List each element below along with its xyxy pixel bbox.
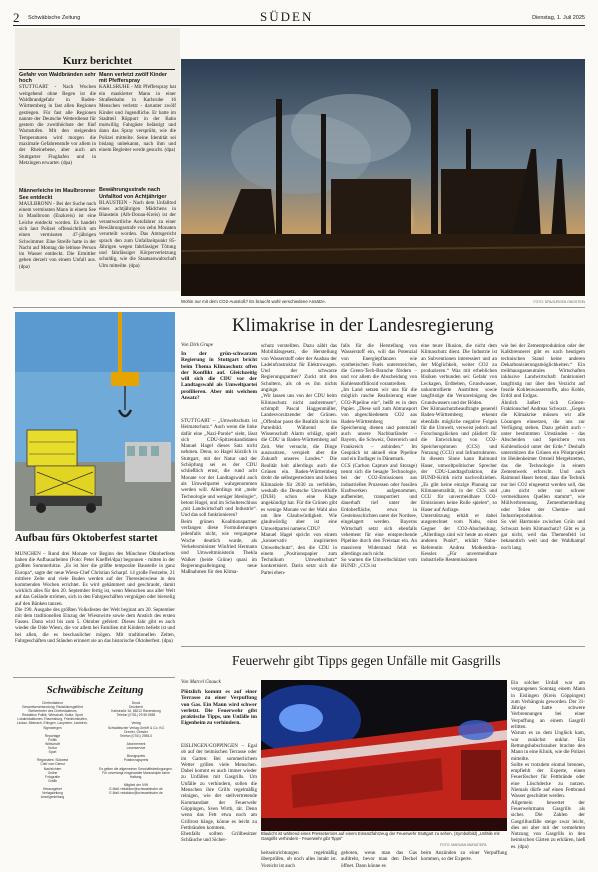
oktoberfest-headline: Aufbau fürs Oktoberfest startet: [15, 533, 158, 544]
klima-byline: Von Dirk Grupe: [181, 343, 213, 348]
power-plant-photo: [181, 59, 585, 296]
page-number: 2: [13, 10, 20, 25]
fire-photo-credit: FOTO: MARIJAN MURAT/DPA: [440, 843, 487, 847]
section-title: SÜDEN: [260, 9, 314, 24]
power-plant-image: [181, 59, 585, 296]
kurz-title: Kurz berichtet: [62, 55, 133, 67]
feuerwehr-body3: geboten, wenn man das Gas aufdreht, bevor man den Deckel öffnet. Dann könne es: [341, 850, 417, 869]
kurz-item3-body: KARLSRUHE - Mit Pfefferspray hat ein maskierter Mann in einer Straßenbahn in Karlsruhe 16 Menschen verletzt - darunter zwölf Kinder und Jugendliche. Er hatte im Stadtteil Rüppurr in der Bahn mutwillig Fahrgäste belästigt und dann das Spray versprüht, wie die Polizei mitteilte. Seine Identität sei bislang unbekannt, nach ihm und einem Begleiter werde gesucht. (dpa): [99, 84, 176, 154]
top-photo-credit: FOTO: DPA/JÜRGEN ONGSTEIN: [533, 300, 585, 304]
kurz-item1-body: STUTTGART - Nach Wochen weitgehend ohne Regen ist die Waldbrandgefahr in Baden-Württemberg in fast allen Regionen gestiegen. Für fast alle Regionen nannte der Deutsche Wetterdienst für gestern die zweithöchste der fünf Warnstufen. Mit den steigenden Temperaturen wird morgen die maximale Gefahrenstufe vor allem in der Rheinebene, aber auch am Stuttgarter Flughafen und in Metzingen erwartet. (dpa): [19, 84, 96, 166]
header-rule: [13, 25, 585, 26]
crane-lift-image: [15, 312, 175, 531]
impressum-logo: Schwäbische Zeitung: [46, 684, 144, 696]
klima-lead: In der grün-schwarzen Regierung in Stuttgart bricht beim Thema Klimaschutz offen der Konflikt auf. Gleichzeitig will sich die CDU vor der Landtagswahl als Umweltpartei profilieren. Aber mit welchem Ansatz?: [181, 351, 257, 402]
oktoberfest-body: MÜNCHEN – Rund drei Monate vor Beginn des Münchner Oktoberfests haben die Aufbauarbeiten (Foto: Peter Kneffel/dpa) begonnen - mitten in der größten Sommerhitze. „Es ist hier die größte temporäre Baustelle in ganz Europa“, sagte der neue Wiesn-Chef Christian Scharpf. 14 große Festzelte, 21 mittlere Zelte und viele Buden werden auf der Theresienwiese in den kommenden Wochen errichtet. Es wird gehämmert und geschraubt, damit wirklich alles für den 20. September fertig ist, wenn Menschen aus aller Welt auf das Gelände strömen, sich in den Fahrgeschäften vergnügen oder bierselig auf den Bänken tanzen. Die 190. Ausgabe des größten Volksfestes der Welt beginnt am 20. September mit dem traditionellen Einzug der Wiesnwirte sowie dem Anstich des ersten Fasses. Dann wird bis zum 5. Oktober gefeiert. Dieses Jahr gibt es auch wieder die Oide Wiesn, die vor allem bei Familien mit Kindern beliebt ist und bei allen, die es beschaulicher mögen. Mit traditionellen Zelten, Fahrgeschäften und Ständen erinnert sie an das historische Oktoberfest. (dpa): [15, 551, 175, 644]
klima-rule: [181, 646, 585, 647]
kurz-item3-head: Mann verletzt zwölf Kinder mit Pfefferspray: [99, 72, 167, 85]
klima-col4: eine teure Illusion, die nicht dem Klimaschutz dient. Die Industrie ist an Subventionen interessiert und an der Möglichkeit, weiter CO2 zu produzieren.“ Was mit erheblichen Risiken verbunden sei: Gefahr von Leckagen, Erdbeben, Grundwasser, unkontrollierte Austritten sowie langfristige die Verunreinigung des Grundwassers und der Böden. Der Klimaschutzbeauftragte generell Baden-Württemberg erkennt ebenfalls mögliche negative Folgen für die Umwelt, verweist jedoch auf Forschungslücken und plädiert für die Entwicklung von CO2-Speicheroptionen (CCS) und Nutzung (CCU) und Infrastrukturen. In diesem Sinne kann Raimund Haser, umweltpolitischer Sprecher der CDU-Landtagsfraktion, die BUND-Kritik nicht nachvollziehen. „Es gibt keine einzige Planung zur Klimaneutralität, in der CCS und CCU für unvermeidbare CO2-Emissionen keine Rolle spielen“, so Haser auf Anfrage. Unterstützung erhält er dabei ausgerechnet vom Nabu, einst Gegner der CO2-Abscheidung. „Allerdings sind wir heute an einem anderen Punkt“, erklärt Nabu-Referentin Andrea Molkenthin-Kessler. „Für unvermeidbare industrielle Restemissionen: [421, 343, 497, 564]
top-photo-rule: [13, 307, 585, 308]
oktoberfest-rule: [13, 677, 175, 678]
oktoberfest-photo: [15, 312, 175, 531]
impressum-col1: Chefredakteur Gesamtverantwortung: Redaktionsgeführt Stellvertreter des Chefredakteurs Redaktion Politik, Wirtschaft, Kultur, Sport Lokalredaktionen: Ravensburg, Friedrichshafen, Lindau, Biberach, Ehingen, Laupheim, Leutkirch, Sigmaringen Reportage Politik Wirtschaft Kultur Sport Regionales: Südwest Chef vom Dienst Nachrichten Online Fotografie Grafik Herausgeber Verlagsleitung Anzeigenleitung: [16, 701, 89, 800]
kurz-right-col: [99, 72, 176, 300]
top-photo-caption: Wohin nur mit dem CO2-Ausstoß? Es braucht wohl verschiedene Ansätze.: [181, 299, 326, 304]
feuerwehr-body1: EISLINGEN/GÖPPINGEN – Egal ob auf der heimischen Terrasse oder im Garten: Bei sommerlichem Wetter grillen viele Menschen. Dabei kommt es auch immer wieder zu Unfällen mit Gasgrills. Um Unfälle zu verhindern, sollen die Menschen ihre Grills regelmäßig reinigen, wie der stellvertretende Kommandant der Feuerwehr Göppingen, Sven Wirth, rät. Denn wenn das Fett etwa noch am Grillrost hänge, könne es leicht zu Fettbränden kommen. Ebenfalls sollten Grillbesitzer Schläuche und Sicher-: [181, 743, 257, 844]
issue-date: Dienstag, 1. Juli 2025: [532, 15, 585, 21]
klima-col5: wie bei der Zementproduktion oder der Kalkbrennerei gibt es nach heutigem technischen Stand keine anderen Dekarbonisierungsmöglichkeiten.“ Ein treibhausgasneutrales Wirtschaften inklusive Landwirtschaft funktioniert langfristig nur über den Verzicht auf fossile Kohlenwasserstoffe, also Kohle, Erdöl und Erdgas. Ähnlich äußert sich Grünen-Fraktionschef Andreas Schwarz. „Gegen die Klimakrise müssen wir alle Lösungen einsetzen, die uns zur Verfügung stehen. Dazu gehört auch - unter bestimmten Umständen - das Abscheiden und Speichern von Kohlendioxid unter der Erde.“ Deshalb unterstützen die Grünen ein Pilotprojekt im Heidenheimer Ortsteil Mergelstetten, das die Technologie in einem Zementwerk erforscht. Und auch Raimund Haser betont, dass die Technik nur bei CO2 eingesetzt werden soll, das „uns nicht oder nur schwer vermeidbaren Quellen stammt“, wie Müllverbrennung, Zementherstellung oder Teilen der Chemie- und Industrieproduktion. So viel Harmonie zwischen Grün und Schwarz beim Klimaschutz? Gibt es ja gar nicht, weil das Themenfeld ist bekanntlich weit und der Wahlkampf noch lang.: [501, 343, 585, 551]
klima-col2: schutz vorstellten. Dazu zählt das Mobilitätsgesetz, die Herstellung von Wasserstoff oder der Ausbau der Ladeinfrastruktur für Elektrowagen. Und der schwarze Regierungspartner? Zuckt mit den Schultern, als ob es ihn nichts anginge. „Wir lassen uns von der CDU beim Klimaschutz nicht ausbremsen“, schimpft Pascal Haggenmüller, Landesvorsitzender der Grünen. „Offenbar passt die Realität nicht ins Parteibild. Während die Wissenschaft Alarm schlägt, spielt die CDU in Baden-Württemberg auf Zeit. Wer versucht, die Dinge auszusitzen, verspielt aber die Zukunft unseres Landes.“ Die Realität holt allerdings auch die Grünen ein. Baden-Württemberg droht die selbstgesteckten und hohen Klimaziele für 2030 zu verfehlen, weshalb die Deutsche Umwelthilfe (DUH) schon eine Klage angekündigt hat. Für die Grünen gibt es wenige Monate vor der Wahl also um ihre Glaubwürdigkeit. Wie glaubwürdig aber ist eine Umweltpartei namens CDU? Manuel Hagel spricht von einem „konservativ inspirierten Umweltschutz“, den die CDU in einem „Positionspapier zum Technikum Umweltschutz“ konkretisiert. Darin setzt sich die Partei eben-: [261, 343, 337, 576]
paper-name: Schwäbische Zeitung: [28, 15, 81, 21]
klima-col1: STUTTGART – „Umweltschutz ist Heimatschutz.“ Auch wenn die linke dafür eine „Nazi-Parole“ sieht, lässt sich CDU-Spitzenkandidaten Manuel Hagel dieses Satz nicht nehmen. Denn, so Hagel kürzlich in Stuttgart, mit der Natur und der Schöpfung sei es der CDU schließlich ernst, die rund acht Monate vor der Landtagswahl auch als Umweltpartei wahrgenommen werden will. Allerdings mit „mehr Technologie und weniger Ideologie“, betont Hagel, und im Schulterschluss „mit Landwirtschaft und Industrie“. Und das soll funktionieren? Beim grünen Koalitionspartner verfangen diese Formulierungen jedenfalls nicht, wie vergangene Woche deutlich wurde, als Verkehrsminister Winfried Hermann und Umweltministerin Thekla Walker (beide Grüne) quasi im Regierungsalleingang neue Maßnahmen für den Klima-: [181, 418, 257, 576]
fire-truck-image: [261, 680, 507, 831]
kurz-item2-head: Männerleiche im Maulbronner See entdeckt: [19, 188, 96, 201]
klima-col3: falls für die Herstellung von Wasserstoff ein, will das Potenzial von Energiepflanzen wie synthetischen Fuels unterstreichen, die Green-Tech-Branche fördern – und vor allem die Abscheidung von Kohlenstoffdioxid vorantreiben. „Im Land setzen wir uns für die möglich rasche Realisierung einer CO2-Pipeline ein“, heißt es in dem Papier. „Diese soll zum Abtransport von abgeschiedenem CO2 aus Baden-Württemberg zur Speicherung dienen und potenziell auch unsere Nachbarländer – Bayern, die Schweiz, Österreich und Frankreich – anbinden.“ Im Gespräch ist aktuell eine Pipeline und ein Endlager in Dänemark. CCS (Carbon Capture and Storage) nennt sich die besagte Technologie, bei der CO2-Emissionen aus industriellen Prozessen oder fossilen Kraftwerken aufgenommen, aufbereitet, transportiert und dauerhaft tief unter der Erdoberfläche, etwa in Gesteinsschichten unter der Nordsee, eingelagert werden. Bayerns Wirtschaft setzt sich ebenfalls vehement für eine entsprechende Pipeline durch den Freistaat ein. An massivem Widerstand fehlt es allerdings auch nicht. So warnen die Umweltschützer vom BUND: „CCS ist: [341, 343, 417, 570]
feuerwehr-byline: Von Marcel Gnauck: [181, 680, 221, 685]
feuerwehr-body2: heitseinrichtungen regelmäßig überprüfen, ob noch alles intakt ist. Vorsicht ist auch: [261, 850, 337, 869]
klima-headline: Klimakrise in der Landesregierung: [232, 316, 494, 336]
feuerwehr-headline: Feuerwehr gibt Tipps gegen Unfälle mit Gasgrills: [232, 653, 501, 668]
feuerwehr-lead: Plötzlich kommt es auf einer Terrasse zu einer Verpuffung von Gas. Ein Mann wird schwer verletzt. Die Feuerwehr gibt praktische Tipps, um Unfälle im Eigenheim zu verhindern.: [181, 689, 257, 727]
impressum-col2: Druck Druckerei Karlstraße 16, 88212 Ravensburg Telefon (0751) 29 55 5555 Verlag Schwäbischer Verlag GmbH & Co. KG Drexler, Gessler Telefon (0751) 2955-0 Abonnement Leserservice Bezugspreis Postbezugspreis Es gelten die allgemeinen Geschäftsbedingungen. Für unverlangt eingesandte Manuskripte keine Haftung. Mitglied der IVW E-Mail: redaktion@schwaebische.de E-Mail: redaktion@schwaebische.de: [99, 701, 173, 796]
fire-truck-photo: [261, 680, 507, 831]
kurz-item4-head: Bewährungsstrafe nach Unfalltod von Achtjähriger: [99, 187, 167, 200]
fire-photo-caption: Blaulicht ist während eines Presseternins auf einem Einsatzfahrzeug der Feuerwehr Stuttgart zu sehen. (Symbolbild) „Unfälle mit Gasgrills verhindern - Feuerwehr gibt Tipps“: [261, 831, 500, 841]
kurz-item1-head: Gefahr von Waldbränden sehr hoch: [19, 72, 96, 85]
kurz-title-rule: [19, 69, 175, 70]
kurz-left-col: [19, 72, 96, 295]
kurz-item4-body: BLAUSTEIN - Nach dem Unfalltod eines achtjährigen Mädchens in Blaustein (Alb-Donau-Kreis) ist der verantwortliche Autofahrer zu einer Bewährungsstrafe von zehn Monaten verurteilt worden. Das Amtsgericht sprach den zum Unfallzeitpunkt 85-Jährigen wegen fahrlässiger Tötung und fahrlässiger Körperverletzung schuldig, wie die Staatsanwaltschaft Ulm mitteilte. (dpa): [99, 199, 176, 269]
feuerwehr-body4: beim Anzünden zu einer Verpuffung kommen, so der Experte.: [421, 850, 507, 863]
kurz-item2-body: MAULBRONN - Bei der Suche nach einem vermissten Mann in einem See in Maulbronn (Enzkreis) ist eine Leiche entdeckt worden. Es handelt sich laut Polizei offensichtlich um einen vermissten 47-jährigen Schwimmer. Eine Streife hatte in der Nacht auf Montag die leblose Person im Wasser entdeckt. Die Ermittler gehen derzeit von einem Unfall aus. (dpa): [19, 200, 96, 270]
feuerwehr-right-col: Ein solcher Unfall war am vergangenen Sonntag einem Mann in Eislingen (Kreis Göppingen) zum Verhängnis geworden. Der 31-Jährige hatte schwere Verbrennungen bei einer Verpuffung an einem Gasgrill erlitten. Warum es zu dem Unglück kam, war zunächst unklar. Ein Rettungshubschrauber brachte den Mann in eine Klinik, wie die Polizei mitteilte. Sollte es trotzdem einmal brennen, empfiehlt der Experte, einen Feuerlöscher für Fettbrände oder eine Löschdecke zu nutzen. Niemals dürfe auf einen Fettbrand Wasser geschüttet werden. Allgemein bewertet der Feuerwehrmann Gasgrills als sicher. Die Zahlen der Gasgrillunfälle steige zwar leicht, dies sei aber mit der vermehrten Nutzung von Gasgrills in den heimischen Gärten zu erklären, hieß es. (dpa): [511, 680, 585, 850]
